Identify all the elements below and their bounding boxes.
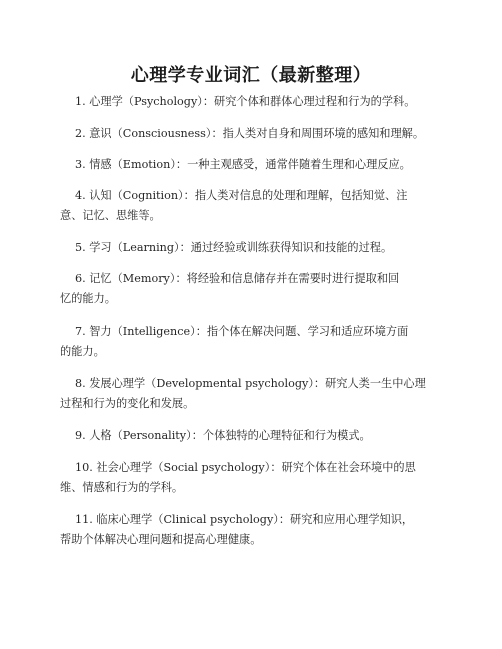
document-title: 心理学专业词汇（最新整理） bbox=[130, 65, 372, 86]
item-text: 6. 记忆（Memory）：将经验和信息储存并在需要时进行提取和回 bbox=[75, 272, 400, 285]
item-text-continued: 忆的能力。 bbox=[60, 292, 116, 305]
item-text: 11. 临床心理学（Clinical psychology）：研究和应用心理学知识， bbox=[75, 513, 414, 526]
item-text: 5. 学习（Learning）：通过经验或训练获得知识和技能的过程。 bbox=[75, 241, 393, 254]
item-text: 4. 认知（Cognition）：指人类对信息的处理和理解，包括知觉、注 bbox=[75, 189, 408, 202]
item-text-continued: 帮助个体解决心理问题和提高心理健康。 bbox=[60, 533, 262, 546]
item-text: 1. 心理学（Psychology）：研究个体和群体心理过程和行为的学科。 bbox=[75, 95, 416, 108]
item-text: 2. 意识（Consciousness）：指人类对自身和周围环境的感知和理解。 bbox=[75, 127, 425, 140]
item-text-continued: 意、记忆、思维等。 bbox=[60, 209, 161, 222]
item-text: 10. 社会心理学（Social psychology）：研究个体在社会环境中的思 bbox=[75, 461, 416, 474]
list-item bbox=[75, 124, 435, 144]
item-text-continued: 的能力。 bbox=[60, 345, 105, 358]
list-item bbox=[75, 426, 435, 446]
item-text-continued: 过程和行为的变化和发展。 bbox=[60, 397, 195, 410]
list-item bbox=[60, 458, 435, 498]
list-item bbox=[60, 510, 435, 550]
list-item bbox=[60, 322, 435, 362]
list-item bbox=[75, 238, 435, 258]
item-text-continued: 维、情感和行为的学科。 bbox=[60, 481, 184, 494]
list-item bbox=[75, 92, 435, 112]
item-text: 9. 人格（Personality）：个体独特的心理特征和行为模式。 bbox=[75, 429, 371, 442]
item-text: 3. 情感（Emotion）：一种主观感受，通常伴随着生理和心理反应。 bbox=[75, 158, 411, 171]
item-text: 7. 智力（Intelligence）：指个体在解决问题、学习和适应环境方面 bbox=[75, 325, 409, 338]
item-text: 8. 发展心理学（Developmental psychology）：研究人类一生中心理 bbox=[75, 377, 426, 390]
list-item bbox=[75, 155, 435, 175]
list-item bbox=[60, 374, 435, 414]
list-item bbox=[60, 186, 435, 226]
list-item bbox=[60, 269, 435, 309]
